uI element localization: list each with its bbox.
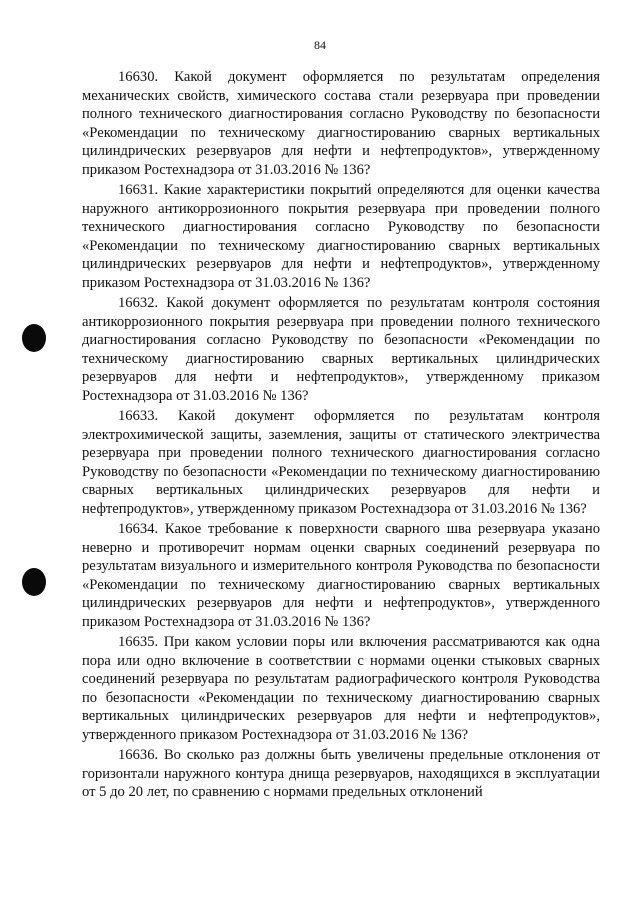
question-paragraph: 16630. Какой документ оформляется по результатам определения механических свойств, химического состава стали резервуара при проведении полного технического диагностирования согласно Руководству по безопасности «Рекомендации по техническому диагностированию сварных вертикальных цилиндрических резервуаров для нефти и нефтепродуктов», утвержденному приказом Ростехнадзора от 31.03.2016 № 136? <box>82 69 600 178</box>
question-list <box>82 68 600 804</box>
question-paragraph: 16636. Во сколько раз должны быть увеличены предельные отклонения от горизонтали наружного контура днища резервуаров, находящихся в эксплуатации от 5 до 20 лет, по сравнению с нормами предельных отклонений <box>82 747 600 800</box>
question-paragraph: 16633. Какой документ оформляется по результатам контроля электрохимической защиты, заземления, защиты от статического электричества резервуара при проведении полного технического диагностирования согласно Руководству по безопасности «Рекомендации по техническому диагностированию сварных вертикальных цилиндрических резервуаров для нефти и нефтепродуктов», утвержденному приказом Ростехнадзора от 31.03.2016 № 136? <box>82 408 600 517</box>
question-paragraph: 16635. При каком условии поры или включения рассматриваются как одна пора или одно включение в соответствии с нормами оценки стыковых сварных соединений резервуара по результатам радиографического контроля Руководства по безопасности «Рекомендации по техническому диагностированию сварных вертикальных цилиндрических резервуаров для нефти и нефтепродуктов», утвержденного приказом Ростехнадзора от 31.03.2016 № 136? <box>82 634 600 743</box>
question-paragraph: 16631. Какие характеристики покрытий определяются для оценки качества наружного антикоррозионного покрытия резервуара при проведении полного технического диагностирования согласно Руководству по безопасности «Рекомендации по техническому диагностированию сварных вертикальных цилиндрических резервуаров для нефти и нефтепродуктов», утвержденному приказом Ростехнадзора от 31.03.2016 № 136? <box>82 182 600 291</box>
punch-hole-mark <box>22 324 46 352</box>
punch-hole-mark <box>22 568 46 596</box>
question-paragraph: 16634. Какое требование к поверхности сварного шва резервуара указано неверно и противоречит нормам оценки сварных соединений резервуара по результатам визуального и измерительного контроля Руководства по безопасности «Рекомендации по техническому диагностированию сварных вертикальных цилиндрических резервуаров для нефти и нефтепродуктов», утвержденного приказом Ростехнадзора от 31.03.2016 № 136? <box>82 521 600 630</box>
question-paragraph: 16632. Какой документ оформляется по результатам контроля состояния антикоррозионного покрытия резервуара при проведении полного технического диагностирования согласно Руководству по безопасности «Рекомендации по техническому диагностированию сварных вертикальных цилиндрических резервуаров для нефти и нефтепродуктов», утвержденному приказом Ростехнадзора от 31.03.2016 № 136? <box>82 295 600 404</box>
page-number: 84 <box>314 38 326 52</box>
